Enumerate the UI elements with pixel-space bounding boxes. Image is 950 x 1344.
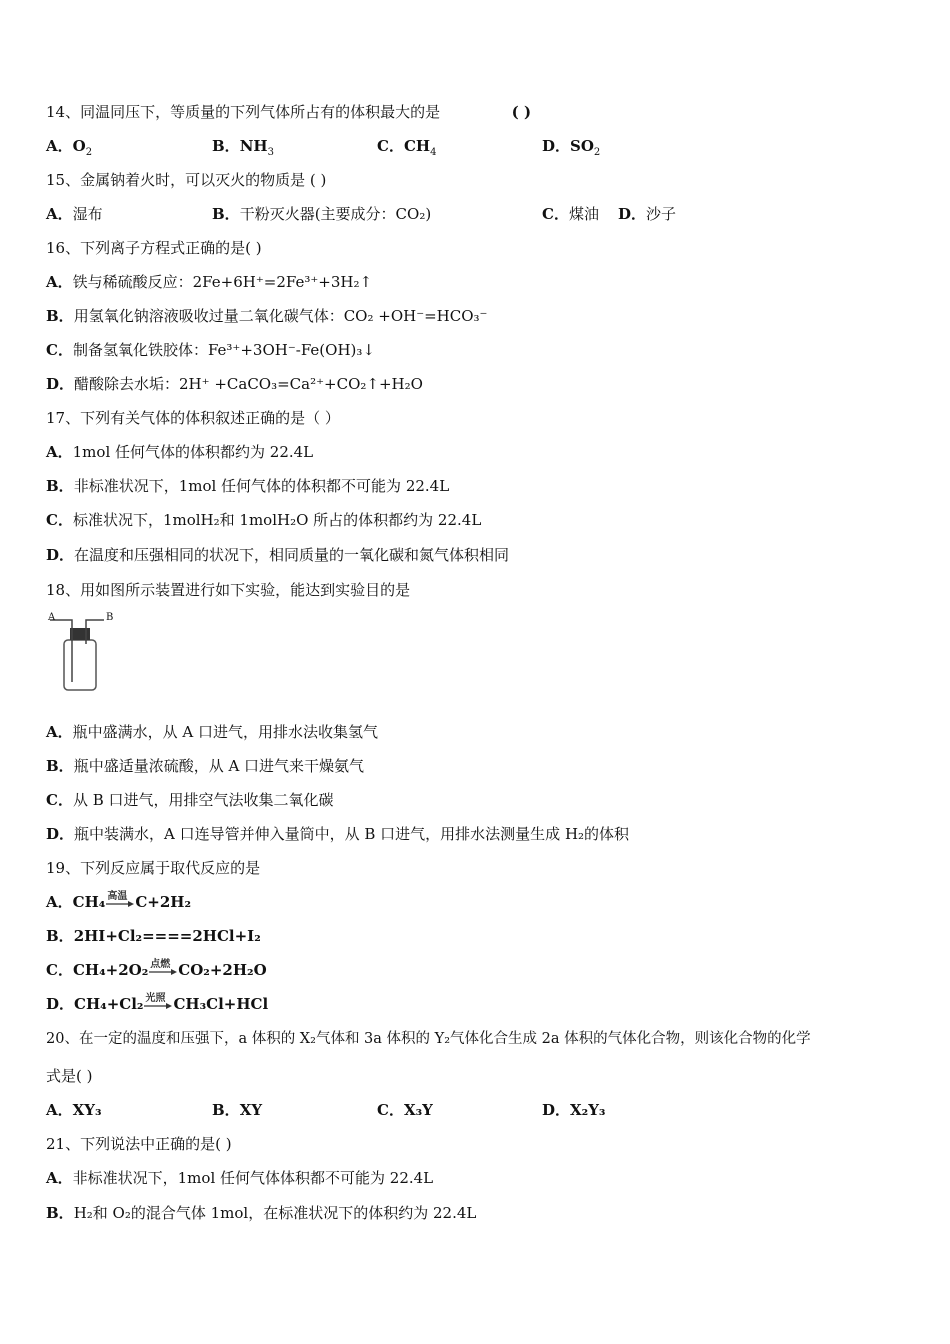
q17-stem: 17、下列有关气体的体积叙述正确的是（ ） (46, 409, 340, 427)
q16-option-a: A．铁与稀硫酸反应：2Fe+6H⁺=2Fe³⁺+3H₂↑ (46, 273, 373, 291)
q14-option-a: A．$O_2$ (46, 137, 93, 158)
q19-option-c: C．CH₄+2O₂ 点燃 CO₂+2H₂O (46, 959, 267, 979)
q21-option-a: A．非标准状况下，1mol 任何气体体积都不可能为 22.4L (46, 1169, 434, 1187)
q21-option-b: B．H₂和 O₂的混合气体 1mol，在标准状况下的体积约为 22.4L (46, 1204, 477, 1222)
q14-option-d: D．$SO_2$ (542, 137, 601, 158)
q14-option-b: B．$NH_3$ (212, 137, 274, 158)
q21-stem: 21、下列说法中正确的是( ) (46, 1135, 232, 1153)
q14-stem (46, 102, 531, 122)
q16-option-d: D．醋酸除去水垢：2H⁺ +CaCO₃=Ca²⁺+CO₂↑+H₂O (46, 375, 423, 393)
q20-stem-line1: 20、在一定的温度和压强下，a 体积的 X₂气体和 3a 体积的 Y₂气体化合生成 2a 体积的气体化合物，则该化合物的化学 (46, 1031, 811, 1047)
reaction-arrow-light: 光照 (143, 998, 173, 1012)
q17-option-a: A．1mol 任何气体的体积都约为 22.4L (46, 443, 314, 461)
q15-option-a: A．湿布 (46, 205, 103, 223)
reaction-arrow-ignite: 点燃 (148, 964, 178, 978)
port-b-label: B (106, 612, 114, 623)
q14-option-c: C．$CH_4$ (377, 137, 437, 158)
q20-options (46, 1100, 906, 1120)
q18-option-b: B．瓶中盛适量浓硫酸，从 A 口进气来干燥氨气 (46, 757, 365, 775)
q14-answer-paren: ( ) (511, 103, 532, 121)
q19-option-a: A．CH₄ 高温 C+2H₂ (46, 891, 192, 911)
gas-bottle-figure (46, 612, 118, 694)
q14-stem-text: 14、同温同压下，等质量的下列气体所占有的体积最大的是 (46, 103, 441, 121)
reaction-arrow-high-temp: 高温 (105, 896, 135, 910)
q14-options (46, 136, 906, 156)
q19-option-b: B．2HI+Cl₂====2HCl+I₂ (46, 927, 261, 945)
q18-option-d: D．瓶中装满水，A 口连导管并伸入量筒中，从 B 口进气，用排水法测量生成 H₂的体积 (46, 825, 630, 843)
q15-options (46, 204, 906, 224)
q20-option-c: C．X₃Y (377, 1101, 433, 1119)
q18-stem: 18、用如图所示装置进行如下实验，能达到实验目的是 (46, 581, 411, 599)
q18-option-c: C．从 B 口进气，用排空气法收集二氧化碳 (46, 791, 334, 809)
q16-option-c: C．制备氢氧化铁胶体：Fe³⁺+3OH⁻-Fe(OH)₃↓ (46, 341, 375, 359)
q20-option-a: A．XY₃ (46, 1101, 102, 1119)
q17-option-d: D．在温度和压强相同的状况下，相同质量的一氧化碳和氮气体积相同 (46, 546, 510, 564)
q16-stem: 16、下列离子方程式正确的是( ) (46, 239, 262, 257)
q19-stem: 19、下列反应属于取代反应的是 (46, 859, 261, 877)
q17-option-b: B．非标准状况下，1mol 任何气体的体积都不可能为 22.4L (46, 477, 450, 495)
gas-bottle-diagram (46, 612, 118, 694)
q15-option-b: B．干粉灭火器(主要成分：CO₂) (212, 205, 432, 223)
q17-option-c: C．标准状况下，1molH₂和 1molH₂O 所占的体积都约为 22.4L (46, 511, 482, 529)
q18-option-a: A．瓶中盛满水，从 A 口进气，用排水法收集氢气 (46, 723, 379, 741)
q15-stem: 15、金属钠着火时，可以灭火的物质是 ( ) (46, 171, 327, 189)
q20-option-d: D．X₂Y₃ (542, 1101, 606, 1119)
port-a-label: A (48, 612, 56, 623)
q20-stem-line2: 式是( ) (46, 1067, 93, 1085)
q20-option-b: B．XY (212, 1101, 263, 1119)
q15-option-d: D．沙子 (618, 205, 677, 223)
q15-option-c: C．煤油 (542, 205, 599, 223)
q16-option-b: B．用氢氧化钠溶液吸收过量二氧化碳气体：CO₂ +OH⁻=HCO₃⁻ (46, 307, 488, 325)
q19-option-d: D．CH₄+Cl₂ 光照 CH₃Cl+HCl (46, 993, 269, 1013)
